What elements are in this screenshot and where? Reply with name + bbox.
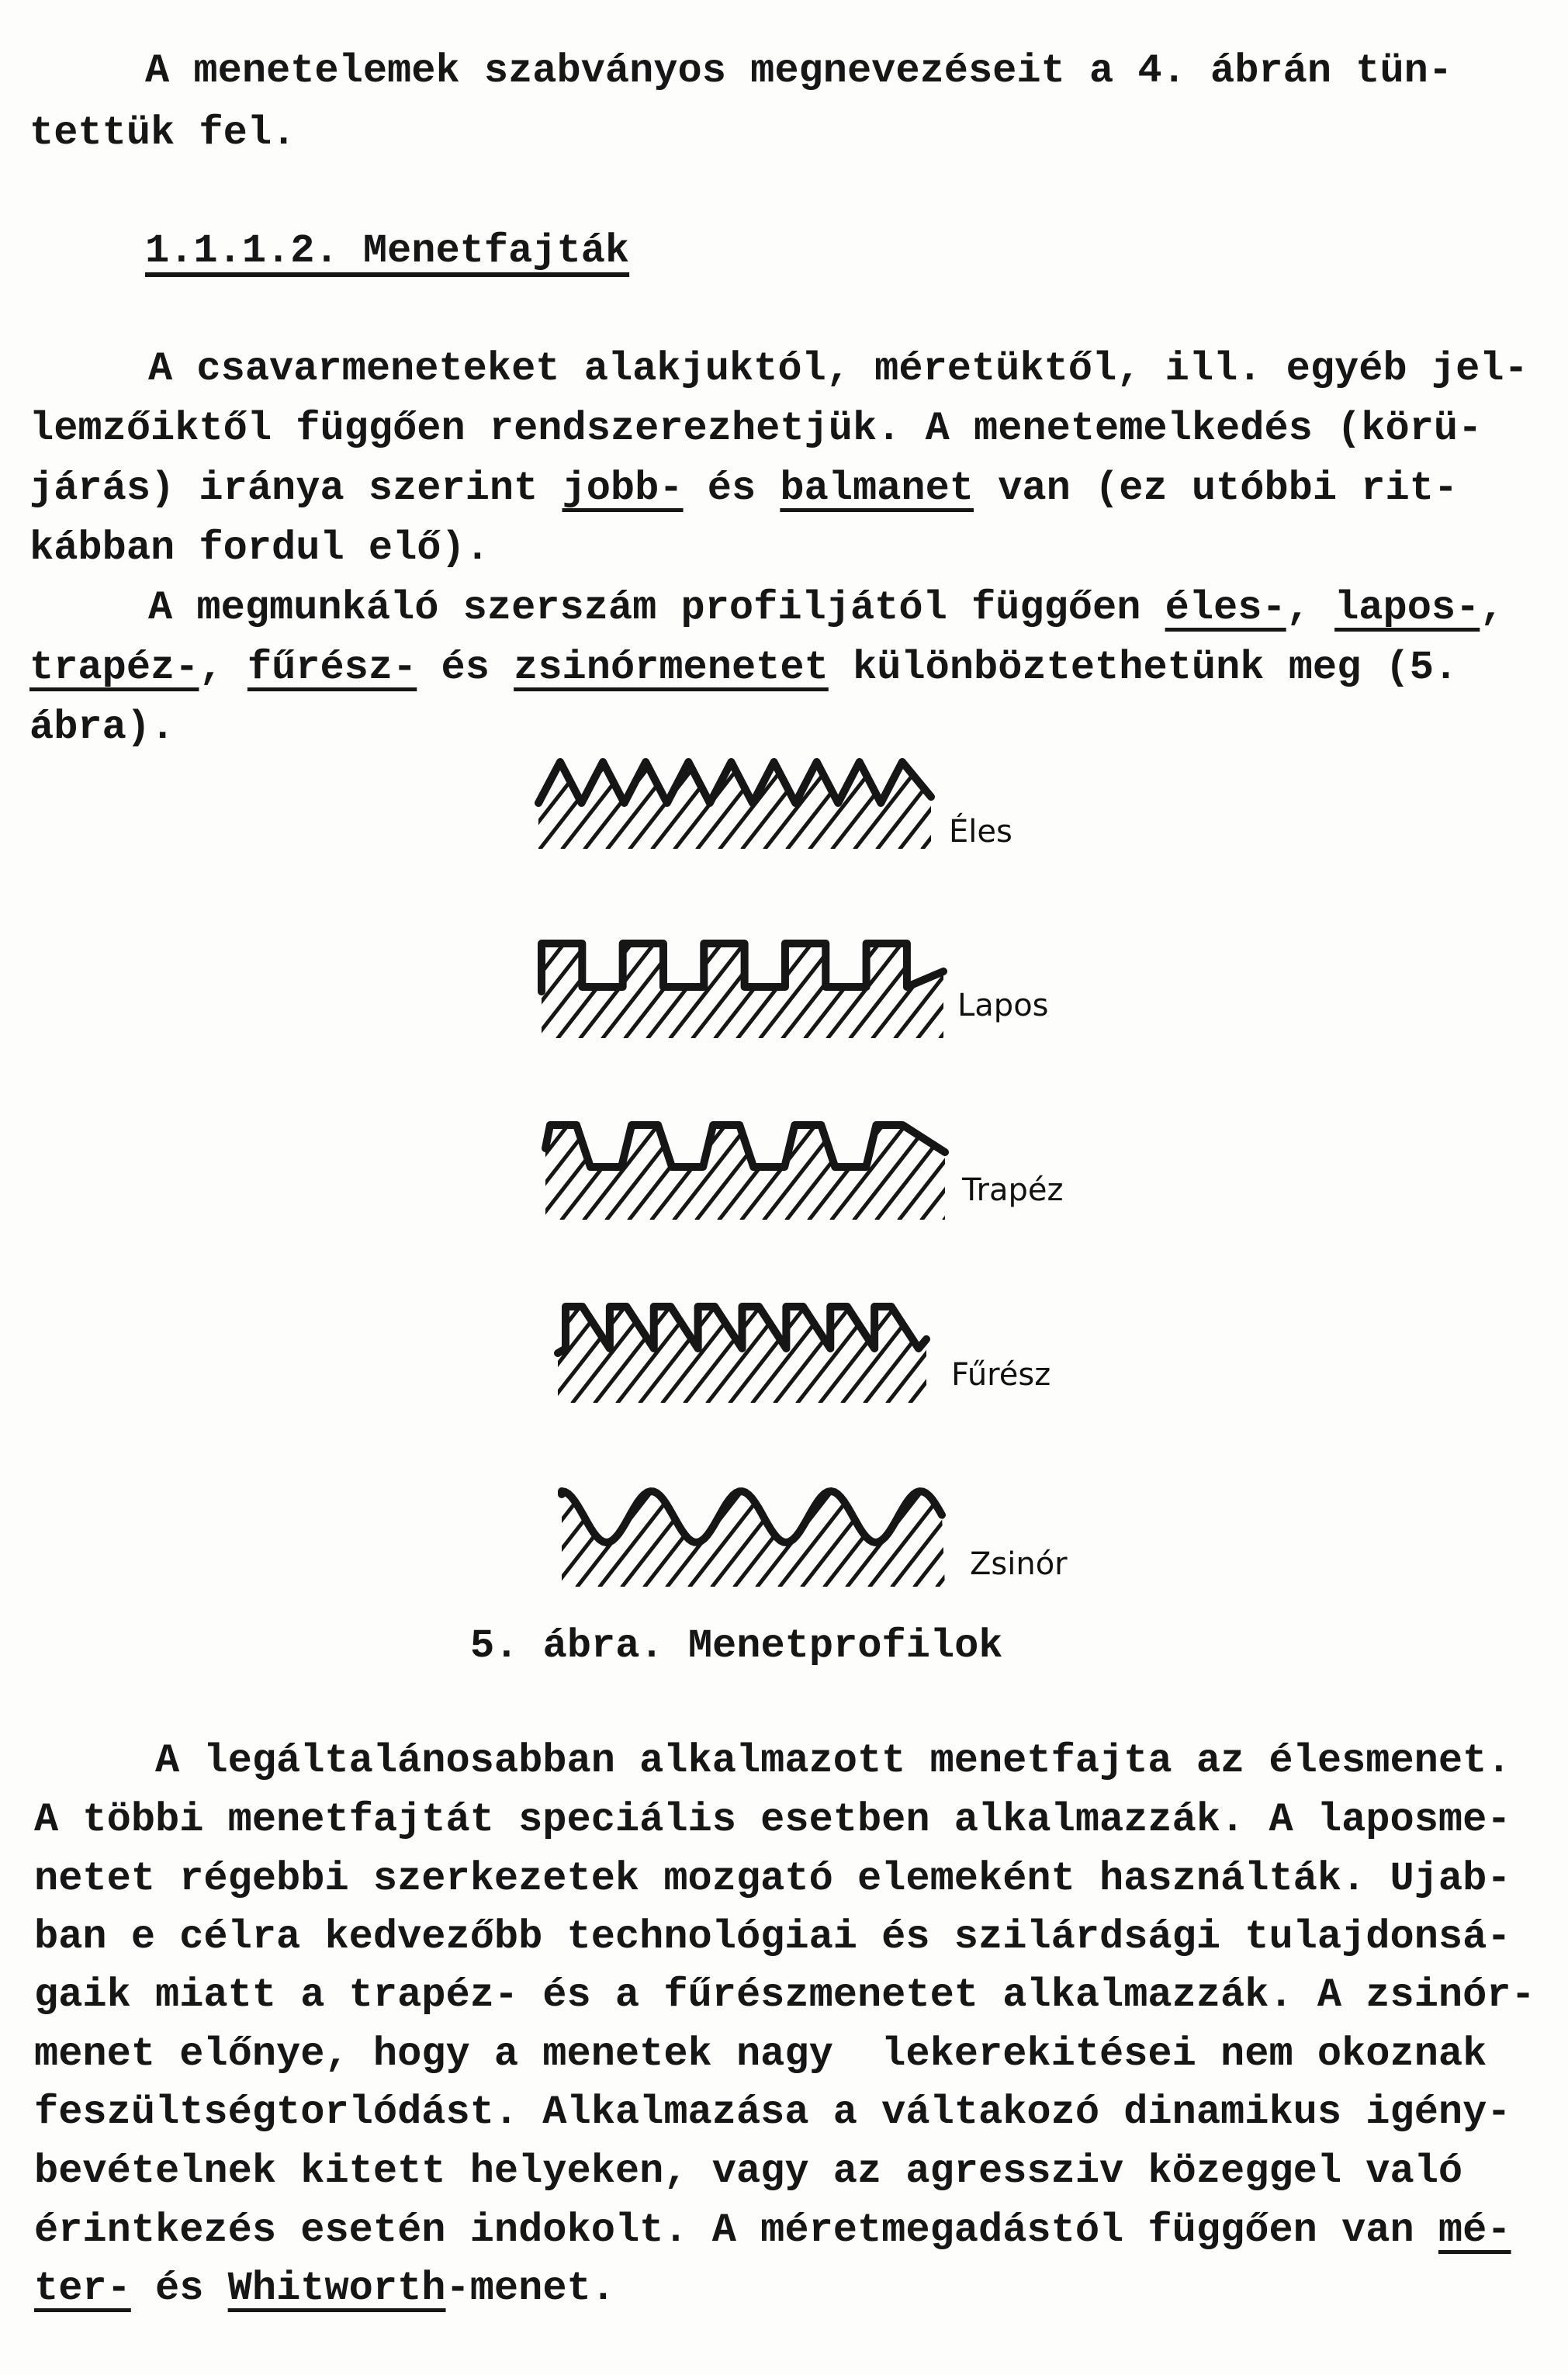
- underlined-term: jobb-: [562, 466, 684, 511]
- text-run: A menetelemek szabványos megnevezéseit a 4. ábrán tün-: [145, 48, 1453, 94]
- hatch-line: [625, 897, 736, 1038]
- hatch-line: [460, 1260, 572, 1403]
- hatch-line: [555, 1445, 666, 1587]
- underlined-term: fűrész-: [247, 645, 417, 691]
- hatch-line: [405, 715, 509, 849]
- hatch-line: [787, 1078, 897, 1220]
- text-run: ,: [199, 645, 247, 691]
- text-run: különböztethetünk meg (5.: [828, 645, 1459, 691]
- underlined-term: éles-: [1165, 585, 1286, 631]
- text-run: A megmunkáló szerszám profiljától függően: [148, 585, 1165, 631]
- hatch-line: [442, 1445, 553, 1587]
- hatch-line: [783, 897, 893, 1038]
- profile-outline-fűrész: [558, 1307, 926, 1353]
- hatch-line: [600, 1445, 711, 1587]
- section-heading: 1.1.1.2. Menetfajták: [145, 228, 630, 274]
- text-run: járás) iránya szerint: [29, 466, 562, 511]
- p3-line-4: [34, 1914, 1511, 1960]
- label-furesz: Fűrész: [951, 1357, 1051, 1393]
- text-run: -menet.: [445, 2266, 615, 2311]
- label-trapez: Trapéz: [962, 1172, 1064, 1208]
- text-run: A legáltalánosabban alkalmazott menetfajta az élesmenet.: [155, 1738, 1511, 1784]
- text-run: A többi menetfajtát speciális esetben alkalmazzák. A laposme-: [34, 1797, 1511, 1843]
- underlined-term: mé-: [1438, 2207, 1511, 2253]
- hatch-line: [584, 1078, 694, 1220]
- hatch-line: [645, 1445, 756, 1587]
- figure-caption: 5. ábra. Menetprofilok: [470, 1623, 1003, 1669]
- hatch-line: [738, 897, 848, 1038]
- underlined-term: balmanet: [780, 466, 974, 511]
- label-lapos: Lapos: [957, 988, 1049, 1023]
- text-run: menet előnye, hogy a menetek nagy lekerekitései nem okoznak: [34, 2031, 1487, 2077]
- hatch-line: [423, 897, 533, 1038]
- p3-line-7: [34, 2089, 1511, 2135]
- text-run: és: [683, 466, 781, 511]
- text-run: ábra).: [29, 705, 175, 750]
- hatch-line: [719, 1078, 829, 1220]
- underlined-term: Whitworth: [227, 2266, 446, 2311]
- p3-line-2: [34, 1797, 1511, 1843]
- hatch-line: [742, 1078, 852, 1220]
- hatch-line: [468, 897, 578, 1038]
- hatch-line: [400, 897, 511, 1038]
- underlined-term: trapéz-: [29, 645, 199, 691]
- hatch-line: [472, 1078, 582, 1220]
- text-run: kábban fordul elő).: [29, 525, 490, 571]
- hatch-line: [513, 897, 623, 1038]
- hatch-line: [670, 897, 781, 1038]
- hatch-line: [438, 1260, 549, 1403]
- hatch-line: [663, 1260, 774, 1403]
- hatch-line: [472, 715, 576, 849]
- p3-line-1: [155, 1738, 1511, 1784]
- hatch-line: [753, 1260, 864, 1403]
- hatch-line: [528, 1260, 639, 1403]
- p3-line-3: [34, 1856, 1511, 1902]
- label-eles: Éles: [949, 814, 1012, 850]
- hatch-line: [715, 897, 826, 1038]
- hatch-line: [510, 1445, 621, 1587]
- hatch-line: [780, 1445, 891, 1587]
- hatch-line: [450, 715, 554, 849]
- text-run: netet régebbi szerkezetek mozgató elemeként használták. Ujab-: [34, 1856, 1511, 1902]
- hatch-line: [573, 1260, 684, 1403]
- underlined-term: lapos-: [1334, 585, 1480, 631]
- hatch-line: [735, 1445, 846, 1587]
- text-run: tettük fel.: [29, 110, 296, 156]
- hatch-line: [562, 1078, 672, 1220]
- hatch-line: [825, 1445, 936, 1587]
- hatch-line: [483, 1260, 594, 1403]
- text-run: ,: [1480, 585, 1504, 631]
- hatch-line: [618, 1260, 729, 1403]
- text-run: lemzőiktől függően rendszerezhetjük. A menetemelkedés (körü-: [29, 406, 1483, 452]
- hatch-line: [415, 1260, 527, 1403]
- hatch-line: [535, 897, 646, 1038]
- label-zsinor: Zsinór: [970, 1546, 1068, 1582]
- text-run: ,: [1286, 585, 1335, 631]
- hatch-line: [427, 715, 531, 849]
- hatch-line: [629, 1078, 739, 1220]
- underlined-term: ter-: [34, 2266, 131, 2311]
- p3-line-5: [34, 1972, 1535, 2018]
- hatch-line: [404, 1078, 514, 1220]
- hatch-line: [580, 897, 691, 1038]
- hatch-line: [828, 897, 938, 1038]
- hatch-line: [708, 1260, 819, 1403]
- hatch-line: [690, 1445, 801, 1587]
- text-run: érintkezés esetén indokolt. A méretmegadástól függően van: [34, 2207, 1438, 2253]
- underlined-term: zsinórmenetet: [514, 645, 829, 691]
- hatch-line: [760, 897, 871, 1038]
- p3-line-10: [34, 2266, 615, 2311]
- text-run: bevételnek kitett helyeken, vagy az agressziv közeggel való: [34, 2148, 1463, 2194]
- hatch-line: [427, 1078, 537, 1220]
- hatch-line: [870, 1445, 981, 1587]
- hatch-line: [558, 897, 668, 1038]
- hatch-line: [465, 1445, 576, 1587]
- p3-line-9: [34, 2207, 1511, 2253]
- text-run: és: [417, 645, 514, 691]
- p3-line-6: [34, 2031, 1487, 2077]
- hatch-line: [420, 1445, 531, 1587]
- hatch-line: [832, 1078, 942, 1220]
- hatch-line: [798, 1260, 909, 1403]
- text-run: van (ez utóbbi rit-: [974, 466, 1459, 511]
- text-run: ban e célra kedvezőbb technológiai és szilárdsági tulajdonsá-: [34, 1914, 1511, 1960]
- hatch-line: [764, 1078, 874, 1220]
- hatch-line: [517, 1078, 627, 1220]
- text-run: feszültségtorlódást. Alkalmazása a váltakozó dinamikus igény-: [34, 2089, 1511, 2135]
- text-run: és: [130, 2266, 228, 2311]
- text-run: gaik miatt a trapéz- és a fűrészmenetet alkalmazzák. A zsinór-: [34, 1972, 1535, 2018]
- hatch-line: [674, 1078, 784, 1220]
- text-run: A csavarmeneteket alakjuktól, méretüktől, ill. egyéb jel-: [148, 346, 1528, 392]
- p3-line-8: [34, 2148, 1463, 2194]
- hatch-line: [539, 1078, 649, 1220]
